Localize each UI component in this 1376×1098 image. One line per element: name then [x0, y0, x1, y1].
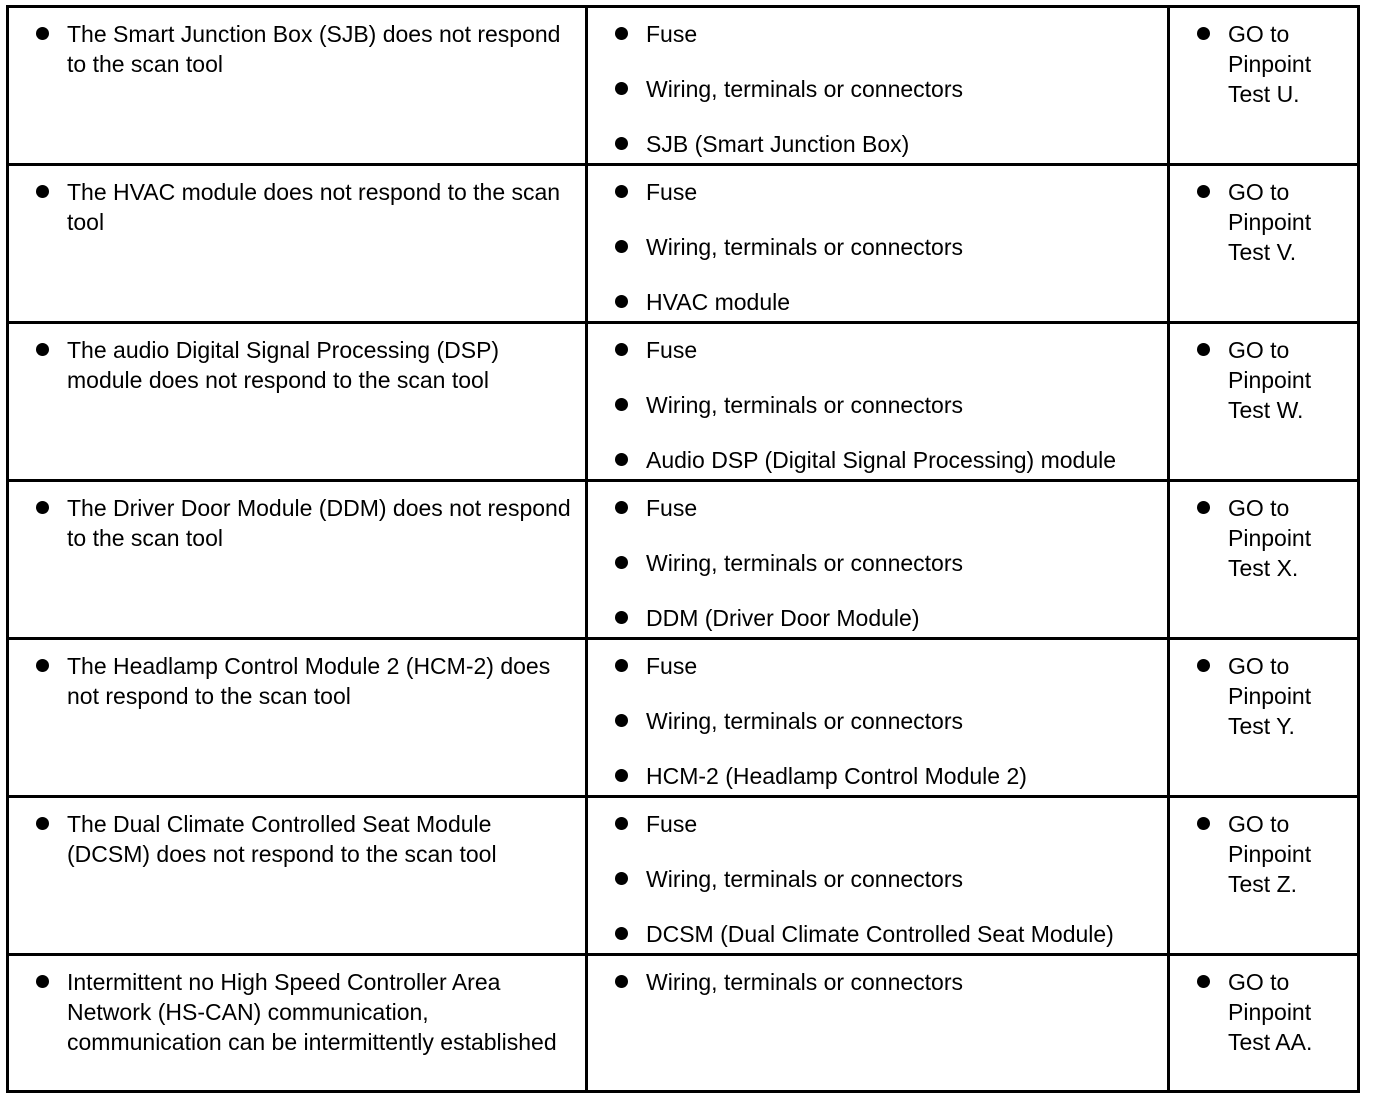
list-item: [646, 706, 1163, 736]
bullet-icon: [615, 714, 628, 727]
bullet-icon: [615, 398, 628, 411]
bullet-icon: [1197, 27, 1210, 40]
action-list: [1170, 8, 1357, 109]
list-item: [646, 335, 1163, 365]
source-text: Fuse: [646, 495, 698, 521]
bullet-icon: [1197, 975, 1210, 988]
table-row: [8, 165, 1359, 323]
condition-list: [9, 482, 585, 553]
bullet-icon: [615, 27, 628, 40]
action-cell: [1169, 323, 1359, 481]
bullet-icon: [1197, 817, 1210, 830]
bullet-icon: [615, 185, 628, 198]
list-item: [1228, 177, 1353, 267]
list-item: [646, 548, 1163, 578]
action-list: [1170, 956, 1357, 1057]
condition-cell: [8, 955, 587, 1092]
condition-cell: [8, 165, 587, 323]
condition-text: Intermittent no High Speed Controller Area Network (HS-CAN) communication, communication can be intermittently established: [67, 969, 557, 1055]
action-text: GO to Pinpoint Test Z.: [1228, 811, 1312, 897]
list-item: [67, 493, 577, 553]
action-list: [1170, 482, 1357, 583]
source-text: Audio DSP (Digital Signal Processing) module: [646, 447, 1117, 473]
condition-text: The HVAC module does not respond to the scan tool: [67, 179, 561, 235]
list-item: [646, 232, 1163, 262]
list-item: [67, 809, 577, 869]
possible-sources-cell: [587, 481, 1169, 639]
possible-sources-cell: [587, 639, 1169, 797]
list-item: [67, 967, 577, 1057]
sources-list: [588, 166, 1167, 317]
bullet-icon: [36, 185, 49, 198]
source-text: Fuse: [646, 653, 698, 679]
condition-text: The Headlamp Control Module 2 (HCM-2) does not respond to the scan tool: [67, 653, 551, 709]
source-text: Wiring, terminals or connectors: [646, 234, 963, 260]
condition-list: [9, 8, 585, 79]
list-item: [646, 390, 1163, 420]
bullet-icon: [615, 611, 628, 624]
bullet-icon: [1197, 343, 1210, 356]
condition-text: The Dual Climate Controlled Seat Module (DCSM) does not respond to the scan tool: [67, 811, 497, 867]
bullet-icon: [615, 556, 628, 569]
source-text: HVAC module: [646, 289, 791, 315]
list-item: [1228, 19, 1353, 109]
source-text: Wiring, terminals or connectors: [646, 708, 963, 734]
table-row: [8, 797, 1359, 955]
bullet-icon: [1197, 185, 1210, 198]
list-item: [646, 761, 1163, 791]
sources-list: [588, 482, 1167, 633]
list-item: [646, 967, 1163, 997]
sources-list: [588, 798, 1167, 949]
diagnostic-table-body: [8, 7, 1359, 1092]
bullet-icon: [615, 82, 628, 95]
source-text: Wiring, terminals or connectors: [646, 969, 963, 995]
action-text: GO to Pinpoint Test V.: [1228, 179, 1312, 265]
bullet-icon: [36, 659, 49, 672]
action-text: GO to Pinpoint Test U.: [1228, 21, 1312, 107]
bullet-icon: [1197, 659, 1210, 672]
possible-sources-cell: [587, 797, 1169, 955]
source-text: Wiring, terminals or connectors: [646, 392, 963, 418]
action-list: [1170, 324, 1357, 425]
action-text: GO to Pinpoint Test W.: [1228, 337, 1312, 423]
condition-text: The Driver Door Module (DDM) does not respond to the scan tool: [67, 495, 571, 551]
list-item: [67, 19, 577, 79]
bullet-icon: [615, 501, 628, 514]
bullet-icon: [615, 295, 628, 308]
possible-sources-cell: [587, 323, 1169, 481]
possible-sources-cell: [587, 955, 1169, 1092]
possible-sources-cell: [587, 7, 1169, 165]
sources-list: [588, 324, 1167, 475]
action-cell: [1169, 639, 1359, 797]
list-item: [1228, 651, 1353, 741]
condition-list: [9, 640, 585, 711]
bullet-icon: [615, 453, 628, 466]
list-item: [1228, 967, 1353, 1057]
condition-cell: [8, 639, 587, 797]
bullet-icon: [36, 501, 49, 514]
condition-cell: [8, 797, 587, 955]
list-item: [646, 74, 1163, 104]
list-item: [67, 177, 577, 237]
condition-list: [9, 798, 585, 869]
action-list: [1170, 166, 1357, 267]
action-cell: [1169, 165, 1359, 323]
bullet-icon: [615, 240, 628, 253]
bullet-icon: [615, 769, 628, 782]
table-row: [8, 481, 1359, 639]
source-text: SJB (Smart Junction Box): [646, 131, 910, 157]
table-row: [8, 639, 1359, 797]
action-cell: [1169, 7, 1359, 165]
table-row: [8, 323, 1359, 481]
source-text: Fuse: [646, 337, 698, 363]
sources-list: [588, 956, 1167, 997]
list-item: [1228, 335, 1353, 425]
table-row: [8, 955, 1359, 1092]
list-item: [1228, 809, 1353, 899]
source-text: Fuse: [646, 811, 698, 837]
source-text: HCM-2 (Headlamp Control Module 2): [646, 763, 1027, 789]
bullet-icon: [36, 975, 49, 988]
list-item: [646, 603, 1163, 633]
action-text: GO to Pinpoint Test Y.: [1228, 653, 1312, 739]
action-cell: [1169, 481, 1359, 639]
condition-list: [9, 166, 585, 237]
condition-list: [9, 324, 585, 395]
condition-cell: [8, 7, 587, 165]
bullet-icon: [615, 137, 628, 150]
source-text: Fuse: [646, 179, 698, 205]
bullet-icon: [615, 927, 628, 940]
list-item: [646, 651, 1163, 681]
list-item: [67, 335, 577, 395]
action-list: [1170, 640, 1357, 741]
diagnostic-table: [6, 5, 1360, 1093]
bullet-icon: [615, 975, 628, 988]
condition-cell: [8, 323, 587, 481]
possible-sources-cell: [587, 165, 1169, 323]
list-item: [646, 129, 1163, 159]
list-item: [646, 493, 1163, 523]
condition-text: The Smart Junction Box (SJB) does not respond to the scan tool: [67, 21, 561, 77]
condition-list: [9, 956, 585, 1057]
source-text: Wiring, terminals or connectors: [646, 866, 963, 892]
list-item: [646, 864, 1163, 894]
bullet-icon: [615, 872, 628, 885]
bullet-icon: [615, 817, 628, 830]
source-text: Wiring, terminals or connectors: [646, 550, 963, 576]
list-item: [646, 177, 1163, 207]
bullet-icon: [615, 343, 628, 356]
source-text: Wiring, terminals or connectors: [646, 76, 963, 102]
sources-list: [588, 8, 1167, 159]
condition-text: The audio Digital Signal Processing (DSP) module does not respond to the scan tool: [67, 337, 500, 393]
action-list: [1170, 798, 1357, 899]
list-item: [646, 445, 1163, 475]
list-item: [646, 809, 1163, 839]
table-row: [8, 7, 1359, 165]
source-text: DCSM (Dual Climate Controlled Seat Module): [646, 921, 1114, 947]
action-text: GO to Pinpoint Test X.: [1228, 495, 1312, 581]
sources-list: [588, 640, 1167, 791]
bullet-icon: [36, 27, 49, 40]
list-item: [646, 19, 1163, 49]
list-item: [67, 651, 577, 711]
list-item: [646, 287, 1163, 317]
action-cell: [1169, 797, 1359, 955]
list-item: [646, 919, 1163, 949]
source-text: Fuse: [646, 21, 698, 47]
bullet-icon: [36, 343, 49, 356]
bullet-icon: [615, 659, 628, 672]
source-text: DDM (Driver Door Module): [646, 605, 920, 631]
bullet-icon: [1197, 501, 1210, 514]
list-item: [1228, 493, 1353, 583]
condition-cell: [8, 481, 587, 639]
bullet-icon: [36, 817, 49, 830]
action-text: GO to Pinpoint Test AA.: [1228, 969, 1313, 1055]
action-cell: [1169, 955, 1359, 1092]
